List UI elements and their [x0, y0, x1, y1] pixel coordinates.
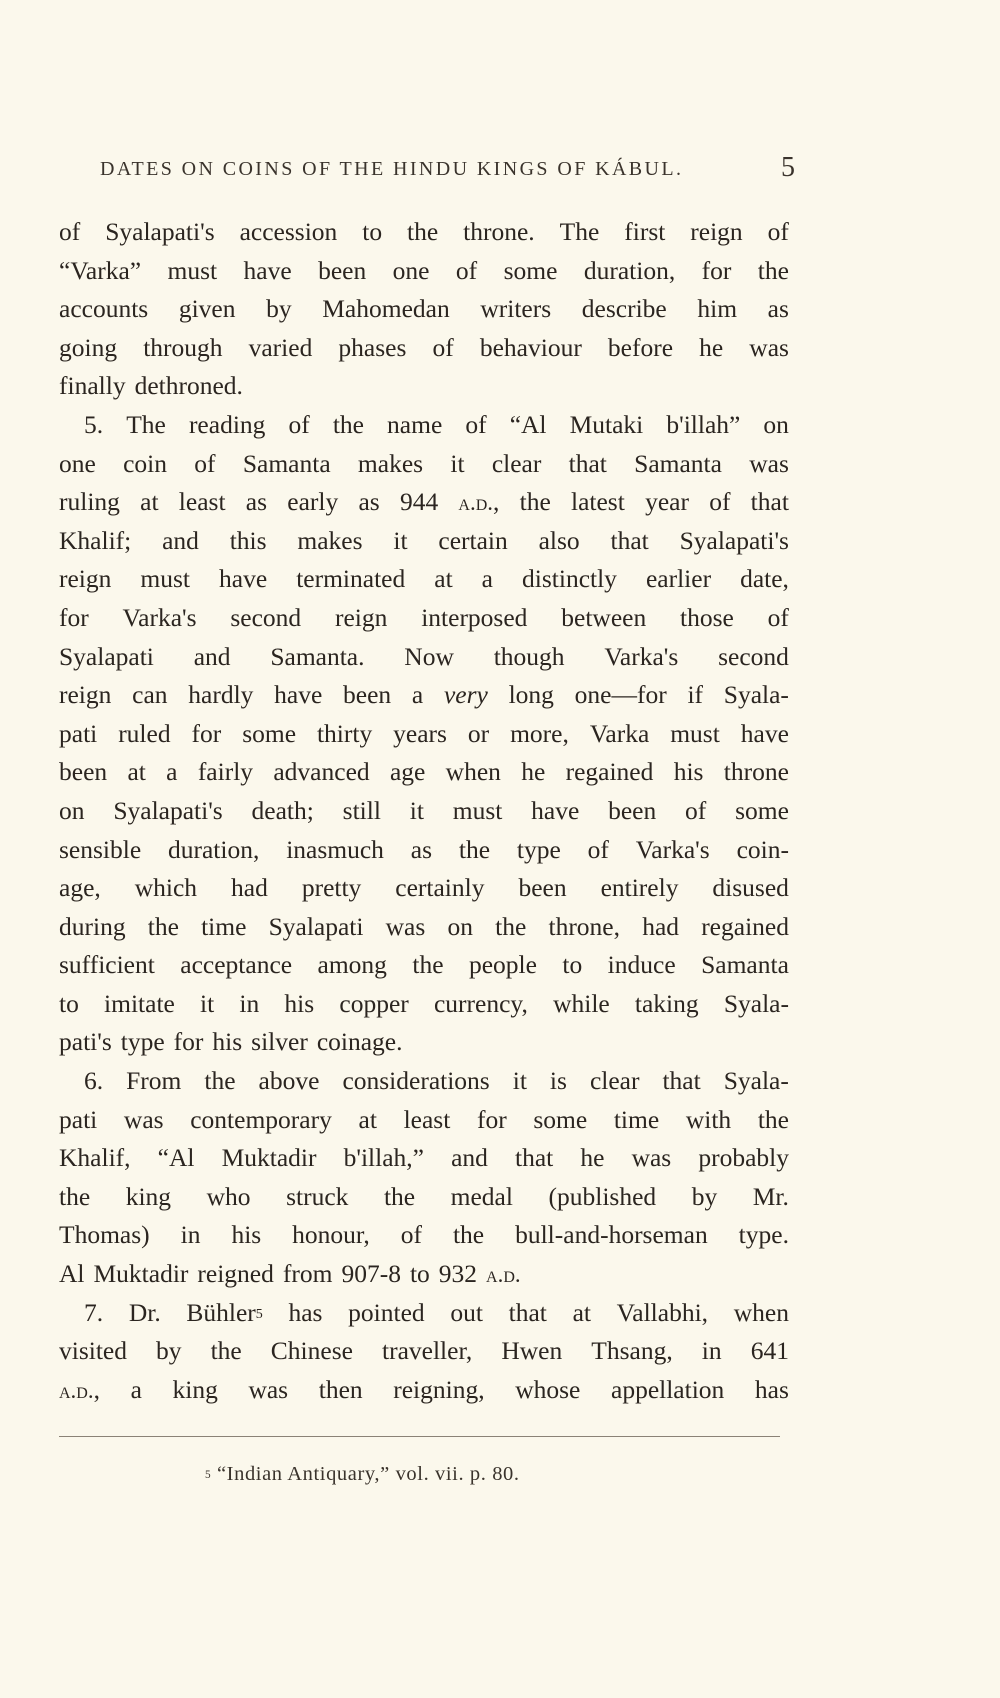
text-line: visited by the Chinese traveller, Hwen Thsang, in 641 — [59, 1336, 789, 1366]
era-abbreviation: a.d. — [458, 490, 493, 516]
line-segment: reign — [59, 680, 112, 710]
text-line: reign must have terminated at a distinctly earlier date, — [59, 564, 789, 594]
text-line: ruling at least as early as 944 a.d., the latest year of that — [59, 487, 789, 517]
text-line: Khalif; and this makes it certain also that Syalapati's — [59, 525, 789, 555]
text-line: Syalapati and Samanta. Now though Varka's second — [59, 641, 789, 671]
footnote-marker: 5 — [205, 1468, 212, 1481]
emphasis: very — [443, 680, 488, 710]
footnote — [205, 1463, 520, 1486]
text-line: for Varka's second reign interposed between those of — [59, 602, 789, 632]
line-segment: Al — [59, 1259, 85, 1289]
text-line: age, which had pretty certainly been entirely disused — [59, 873, 789, 903]
text-line: sensible duration, inasmuch as the type of Varka's coin- — [59, 834, 789, 864]
text-line: finally dethroned. — [59, 371, 243, 401]
text-line: of Syalapati's accession to the throne. The first reign of — [59, 217, 789, 246]
line-segment: long — [508, 680, 554, 710]
running-head — [100, 152, 795, 192]
page-number: 5 — [781, 152, 795, 183]
text-line: Khalif, “Al Muktadir b'illah,” and that he was probably — [59, 1143, 789, 1173]
line-segment: has — [288, 1297, 323, 1327]
line-segment: ruling — [59, 487, 120, 517]
text-line: been at a fairly advanced age when he regained his throne — [59, 757, 789, 787]
text-line: during the time Syalapati was on the throne, had regained — [59, 911, 789, 941]
text-line: “Varka” must have been one of some duration, for the — [59, 255, 789, 285]
paragraph-7-start: 7. Dr. Bühler$^5$ has pointed out that at Vallabhi, when — [84, 1297, 789, 1327]
text-line: going through varied phases of behaviour before he was — [59, 332, 789, 362]
era-abbreviation: a.d. — [59, 1377, 94, 1403]
line-segment: , — [93, 1374, 100, 1404]
text-line: one coin of Samanta makes it clear that Samanta was — [59, 448, 789, 478]
era-abbreviation: a.d. — [486, 1262, 521, 1288]
text-line: to imitate it in his copper currency, while taking Syala- — [59, 988, 789, 1018]
paragraph-5-start: 5. The reading of the name of “Al Mutaki b'illah” on — [84, 409, 789, 439]
running-title: DATES ON COINS OF THE HINDU KINGS OF KÁBUL. — [100, 158, 684, 180]
line-segment: , — [493, 487, 500, 517]
line-segment: 7. — [84, 1297, 104, 1327]
text-line: pati was contemporary at least for some time with the — [59, 1104, 789, 1134]
text-line: reign can hardly have been a very long one—for if Syala- — [59, 680, 789, 710]
text-line: pati's type for his silver coinage. — [59, 1027, 403, 1057]
footnote-divider — [59, 1436, 780, 1437]
text-line: Thomas) in his honour, of the bull-and-horseman type. — [59, 1220, 789, 1250]
body-text — [59, 213, 789, 1409]
text-line: the king who struck the medal (published by Mr. — [59, 1181, 789, 1211]
footnote-reference[interactable]: 5 — [255, 1306, 263, 1322]
text-line: sufficient acceptance among the people to induce Samanta — [59, 950, 789, 980]
paragraph-6-start: 6. From the above considerations it is clear that Syala- — [84, 1066, 789, 1096]
text-line: Al Muktadir reigned from 907-8 to 932 a.d. — [59, 1259, 521, 1289]
text-line: accounts given by Mahomedan writers describe him as — [59, 294, 789, 324]
text-line: on Syalapati's death; still it must have been of some — [59, 795, 789, 825]
footnote-text: “Indian Antiquary,” vol. vii. p. 80. — [216, 1463, 520, 1485]
text-line: pati ruled for some thirty years or more, Varka must have — [59, 718, 789, 748]
text-line: a.d., a king was then reigning, whose appellation has — [59, 1374, 789, 1404]
